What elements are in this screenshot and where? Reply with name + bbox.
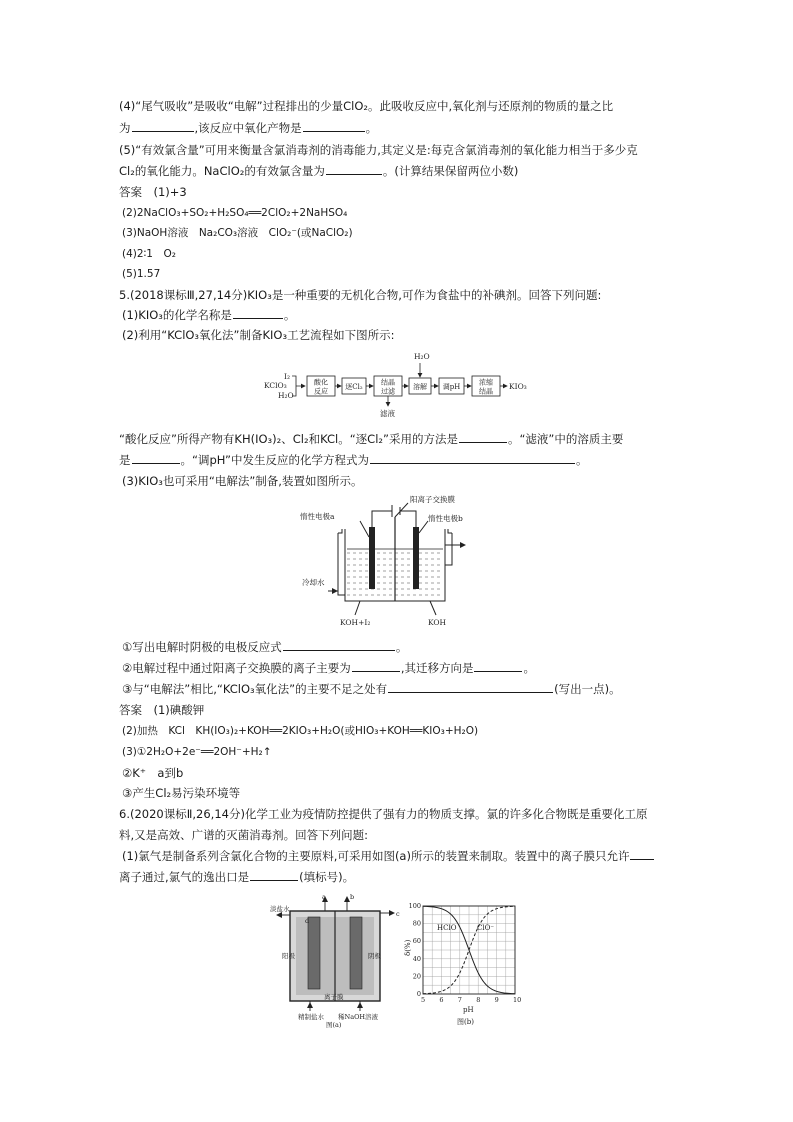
fig-a-left-inlet: 精制盐水 (298, 1013, 324, 1021)
flow-box-dissolve: 溶解 (413, 383, 427, 391)
label-left-solution: KOH+I₂ (340, 618, 371, 627)
y-tick-label: 40 (412, 954, 421, 963)
answer-5-4: ②K⁺ a到b (122, 766, 184, 780)
flow-box-concentrate-2: 结晶 (479, 387, 493, 396)
q5-part3-q2: ②电解过程中通过阳离子交换膜的离子主要为 ,其迁移方向是 。 (122, 661, 535, 675)
answer-4-3: (3)NaOH溶液 Na₂CO₃溶液 ClO₂⁻(或NaClO₂) (122, 227, 353, 239)
fig-a-anode: 阳极 (282, 952, 295, 960)
label-electrode-a: 惰性电极a (300, 512, 335, 521)
answer-5-1: 答案 (1)碘酸钾 (119, 703, 205, 717)
figure-a-electrolytic-cell (270, 893, 405, 1028)
flow-filtrate: 滤液 (380, 409, 395, 418)
fig-b-caption: 图(b) (457, 1018, 474, 1026)
flow-box-acidify-1: 酸化 (314, 378, 328, 387)
q5-part3-q3: ③与“电解法”相比,“KClO₃氧化法”的主要不足之处有 (写出一点)。 (122, 682, 621, 696)
q5-part2: (2)利用“KClO₃氧化法”制备KIO₃工艺流程如下图所示: (122, 328, 395, 342)
label-right-solution: KOH (428, 618, 447, 627)
answer-blank (474, 660, 522, 672)
flow-box-acidify-2: 反应 (314, 387, 328, 396)
fig-a-label-c: c (396, 910, 400, 918)
answer-blank (630, 848, 654, 860)
flow-top-input: H₂O (414, 352, 430, 361)
answer-blank (303, 120, 365, 132)
y-tick-label: 100 (408, 902, 421, 910)
electrode-b-bar (413, 527, 419, 589)
answer-blank (326, 163, 382, 175)
label-clo: ClO⁻ (477, 924, 495, 932)
fig-a-membrane: 离子膜 (324, 993, 344, 1001)
fig-b-xlabel: pH (463, 1006, 474, 1014)
answer-blank (250, 869, 298, 881)
x-tick-label: 5 (421, 996, 426, 1004)
q5-part2-text1: “酸化反应”所得产物有KH(IO₃)₂、Cl₂和KCl。“逐Cl₂”采用的方法是 。“滤液”中的溶质主要 (119, 432, 624, 446)
q6-heading-2: 料,又是高效、广谱的灭菌消毒剂。回答下列问题: (119, 828, 369, 842)
y-tick-label: 20 (412, 972, 421, 981)
x-tick-label: 10 (513, 996, 522, 1004)
answer-blank (283, 639, 395, 651)
fig-b-ylabel: δ(%) (404, 939, 412, 956)
flow-product: KIO₃ (509, 382, 527, 391)
electrode-a-bar (369, 527, 375, 589)
flow-box-crystallize-1: 结晶 (381, 378, 395, 387)
fig-a-inlet-top: 淡盐水 (270, 905, 290, 913)
answer-5-5: ③产生Cl₂易污染环境等 (122, 786, 241, 800)
q5-heading: 5.(2018课标Ⅲ,27,14分)KIO₃是一种重要的无机化合物,可作为食盐中的补碘剂。回答下列问题: (119, 288, 602, 302)
flow-input-i2: I₂ (284, 372, 290, 381)
x-tick-label: 8 (476, 996, 481, 1004)
fig-a-label-b: b (350, 893, 355, 901)
flow-input-kclo3: KClO₃ (264, 381, 287, 390)
answer-4-2: (2)2NaClO₃+SO₂+H₂SO₄══2ClO₂+2NaHSO₄ (122, 207, 348, 219)
answer-blank (132, 120, 194, 132)
label-electrode-b: 惰性电极b (428, 514, 463, 523)
flow-input-h2o: H₂O (278, 391, 294, 400)
flow-box-adjust-ph: 调pH (442, 383, 461, 391)
y-tick-label: 60 (412, 937, 421, 946)
q6-part1-line1: (1)氯气是制备系列含氯化合物的主要原料,可采用如图(a)所示的装置来制取。装置中的离子膜只允许 (122, 848, 655, 864)
x-tick-label: 9 (494, 996, 499, 1004)
x-tick-label: 6 (439, 996, 444, 1004)
label-membrane: 阳离子交换膜 (410, 495, 455, 504)
q6-heading-1: 6.(2020课标Ⅱ,26,14分)化学工业为疫情防控提供了强有力的物质支撑。氯的许多化合物既是重要化工原 (119, 807, 648, 821)
q5-part2-text2: 是 。“调pH”中发生反应的化学方程式为 。 (119, 453, 588, 467)
answer-blank (233, 307, 283, 319)
q4-part5-line2: Cl₂的氧化能力。NaClO₂的有效氯含量为 。(计算结果保留两位小数) (119, 164, 519, 178)
answer-blank (459, 431, 507, 443)
label-cooling-water: 冷却水 (302, 578, 325, 587)
q4-part4-line1: (4)“尾气吸收”是吸收“电解”过程排出的少量ClO₂。此吸收反应中,氧化剂与还原剂的物质的量之比 (119, 99, 614, 113)
q5-part1: (1)KIO₃的化学名称是 。 (122, 308, 296, 322)
answer-4-1: 答案 (1)+3 (119, 185, 187, 199)
q4-part4-line2: 为 ,该反应中氧化产物是 。 (119, 121, 378, 135)
figure-b-distribution-chart (405, 898, 523, 1028)
flow-box-crystallize-2: 过滤 (381, 387, 395, 396)
fig-a-label-d: d (305, 917, 310, 925)
answer-4-5: (5)1.57 (122, 268, 161, 280)
electrolysis-apparatus-diagram (300, 493, 485, 635)
flow-box-concentrate-1: 浓缩 (479, 378, 493, 387)
q5-part3-q1: ①写出电解时阴极的电极反应式 。 (122, 640, 408, 654)
flow-box-remove-cl2: 逐Cl₂ (345, 383, 363, 391)
answer-5-3: (3)①2H₂O+2e⁻══2OH⁻+H₂↑ (122, 746, 272, 758)
answer-5-2: (2)加热 KCl KH(IO₃)₂+KOH══2KIO₃+H₂O(或HIO₃+KOH══KIO₃+H₂O) (122, 725, 479, 737)
y-tick-label: 80 (412, 919, 421, 928)
answer-4-4: (4)2∶1 O₂ (122, 248, 176, 260)
answer-blank (352, 660, 400, 672)
fig-a-cathode: 阴极 (368, 952, 381, 960)
process-flow-diagram (264, 346, 534, 422)
y-tick-label: 0 (416, 990, 421, 998)
answer-blank (370, 452, 575, 464)
fig-a-right-inlet: 稀NaOH溶液 (338, 1013, 379, 1021)
q5-part3: (3)KIO₃也可采用“电解法”制备,装置如图所示。 (122, 474, 363, 488)
fig-a-caption: 图(a) (326, 1021, 342, 1029)
q4-part5-line1: (5)“有效氯含量”可用来衡量含氯消毒剂的消毒能力,其定义是:每克含氯消毒剂的氧化能力相当于多少克 (119, 143, 638, 157)
label-hclo: HClO (437, 924, 457, 932)
q6-part1-line2: 离子通过,氯气的逸出口是 (填标号)。 (119, 870, 355, 884)
answer-blank (388, 681, 553, 693)
fig-a-label-a: a (322, 893, 326, 901)
answer-blank (132, 452, 180, 464)
x-tick-label: 7 (457, 996, 462, 1004)
